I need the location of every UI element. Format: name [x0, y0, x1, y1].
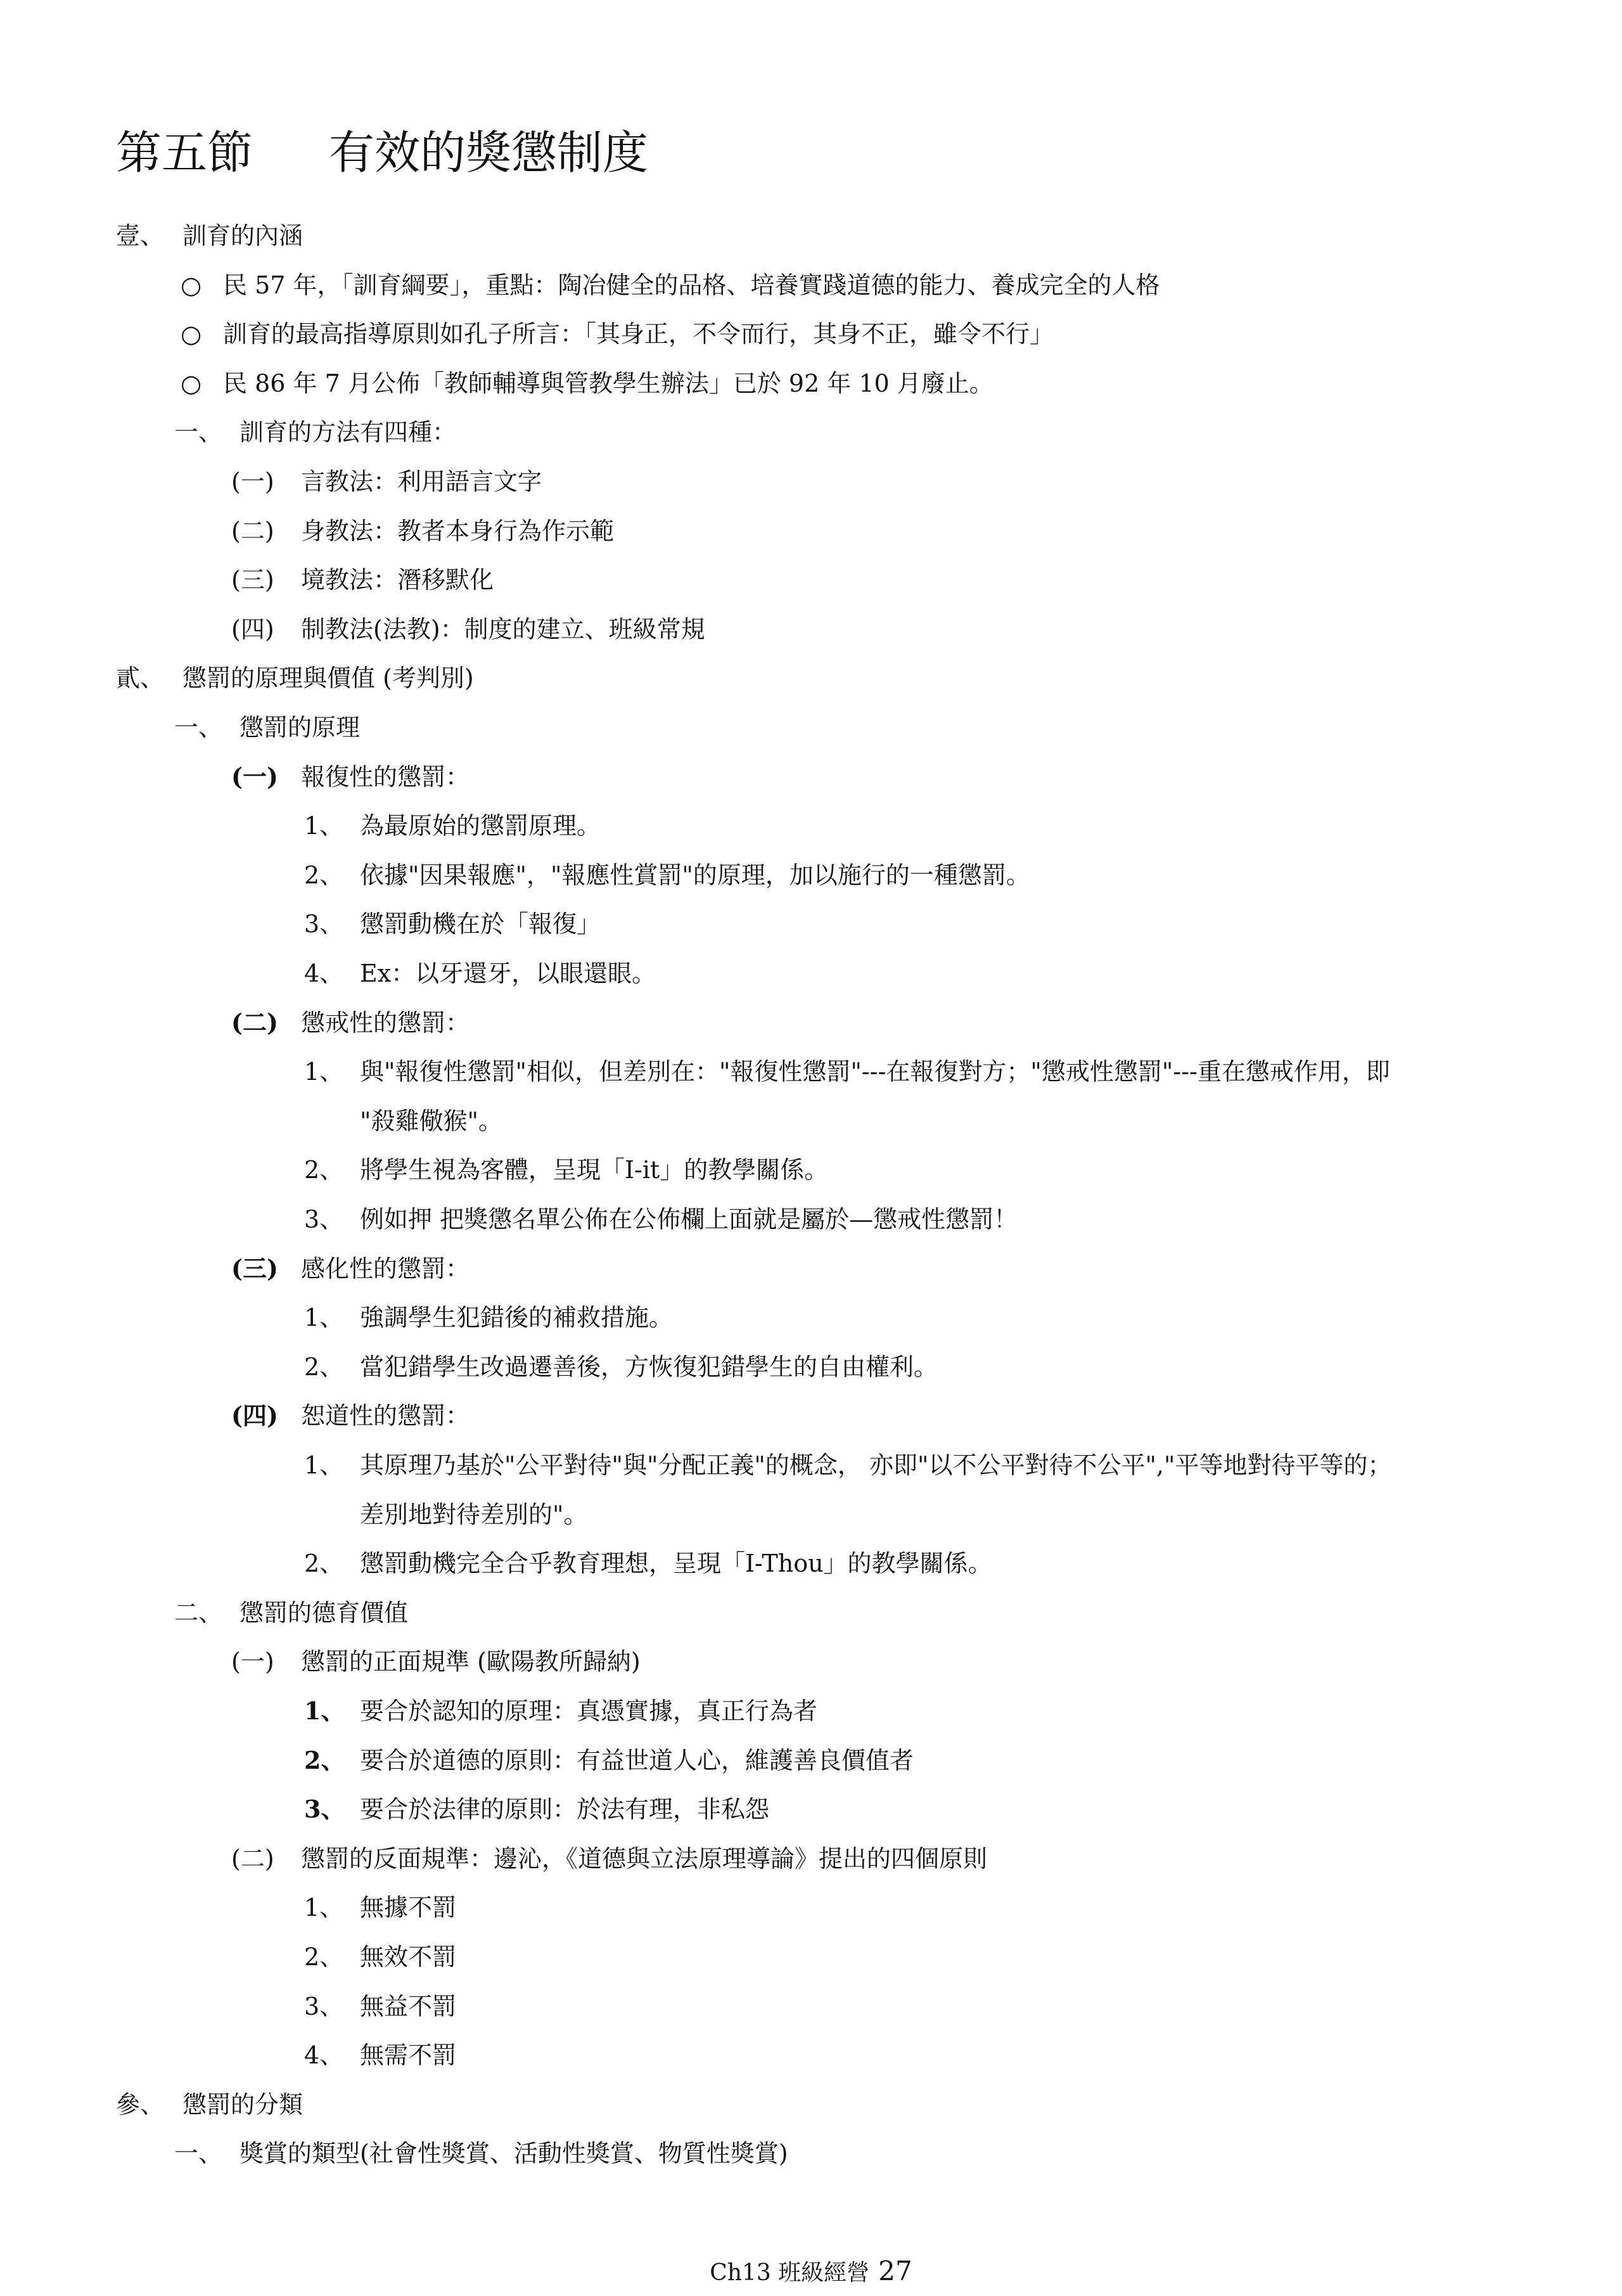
outline-marker: ○	[181, 320, 202, 349]
outline-marker: 1、	[304, 1058, 344, 1086]
outline-text: 民 86 年 7 月公佈「教師輔導與管教學生辦法」已於 92 年 10 月廢止。	[223, 369, 993, 397]
outline-marker: ○	[181, 369, 202, 397]
page-footer	[0, 2255, 1622, 2287]
outline-text: 制教法(法教)：制度的建立、班級常規	[301, 615, 705, 643]
outline-marker: 3、	[304, 1992, 344, 2020]
outline-marker: 2、	[304, 1943, 344, 1971]
outline-marker: 貳、	[116, 664, 165, 693]
outline-marker: 1、	[304, 1304, 344, 1332]
outline-marker: (一)	[231, 762, 278, 791]
outline-marker: 3、	[304, 1205, 344, 1233]
outline-text: 懲戒性的懲罰：	[301, 1008, 470, 1037]
outline-text: 獎賞的類型(社會性獎賞、活動性獎賞、物質性獎賞)	[239, 2139, 788, 2168]
outline-text: 要合於法律的原則：於法有理，非私怨	[360, 1795, 770, 1824]
outline-text: 懲罰動機完全合乎教育理想，呈現「I-Thou」的教學關係。	[360, 1549, 992, 1578]
outline-marker: 二、	[174, 1598, 223, 1627]
outline-text: 言教法：利用語言文字	[301, 468, 542, 496]
outline-text: 將學生視為客體，呈現「I-it」的教學關係。	[360, 1156, 829, 1184]
outline-text: 無需不罰	[360, 2041, 457, 2070]
outline-marker: (一)	[231, 468, 274, 496]
outline-text: 身教法：教者本身行為作示範	[301, 516, 615, 545]
outline-marker: (一)	[231, 1648, 274, 1676]
outline-marker: 2、	[304, 1549, 344, 1578]
outline-text: 懲罰的分類	[182, 2090, 303, 2119]
section-heading: 有效的獎懲制度	[329, 126, 649, 179]
outline-text: 懲罰的德育價值	[239, 1598, 409, 1627]
outline-text: 依據"因果報應"，"報應性賞罰"的原理，加以施行的一種懲罰。	[360, 861, 1030, 889]
outline-text: 境教法：潛移默化	[301, 566, 494, 594]
outline-text: 強調學生犯錯後的補救措施。	[360, 1304, 674, 1332]
outline-text: 民 57 年，「訓育綱要」，重點：陶冶健全的品格、培養實踐道德的能力、養成完全的人格	[223, 271, 1160, 299]
outline-marker: 2、	[304, 1156, 344, 1184]
outline-text: 懲罰的正面規準 (歐陽教所歸納)	[301, 1648, 641, 1676]
outline-text: 訓育的最高指導原則如孔子所言：「其身正，不令而行，其身不正，雖令不行」	[223, 320, 1054, 349]
outline-text: 無效不罰	[360, 1943, 457, 1971]
outline-marker: 4、	[304, 2041, 344, 2070]
outline-marker: 3、	[304, 910, 344, 939]
section-title	[116, 126, 649, 179]
outline-marker: (三)	[231, 566, 274, 594]
outline-text: 差別地對待差別的"。	[360, 1500, 588, 1529]
outline-text: 要合於認知的原理：真憑實據，真正行為者	[360, 1697, 818, 1725]
outline-text: 訓育的內涵	[182, 222, 303, 250]
outline-text: 無益不罰	[360, 1992, 457, 2020]
outline-marker: (二)	[231, 1844, 274, 1873]
outline-text: 與"報復性懲罰"相似，但差別在："報復性懲罰"---在報復對方；"懲戒性懲罰"---重在懲戒作用，即	[360, 1058, 1390, 1086]
outline-text: 無據不罰	[360, 1894, 457, 1922]
outline-marker: 1、	[304, 1451, 344, 1479]
outline-text: 例如押 把獎懲名單公佈在公佈欄上面就是屬於—懲戒性懲罰！	[360, 1205, 1018, 1233]
outline-text: Ex：以牙還牙，以眼還眼。	[360, 959, 656, 987]
outline-text: 要合於道德的原則：有益世道人心，維護善良價值者	[360, 1746, 914, 1774]
outline-marker: (二)	[231, 516, 274, 545]
outline-marker: 3、	[304, 1795, 345, 1824]
page-number: 27	[878, 2255, 912, 2286]
section-number: 第五節	[116, 126, 253, 179]
outline-text: 懲罰的原理與價值 (考判別)	[182, 664, 474, 693]
outline-text: 懲罰的反面規準：邊沁，《道德與立法原理導論》提出的四個原則	[301, 1844, 988, 1873]
outline-marker: (四)	[231, 615, 274, 643]
outline-marker: 2、	[304, 861, 344, 889]
outline-text: 當犯錯學生改過遷善後，方恢復犯錯學生的自由權利。	[360, 1352, 938, 1381]
outline-marker: 壹、	[116, 222, 165, 250]
outline-text: 報復性的懲罰：	[301, 762, 470, 791]
outline-marker: (三)	[231, 1254, 278, 1283]
outline-marker: 1、	[304, 1696, 345, 1725]
outline-marker: 1、	[304, 812, 344, 840]
outline-marker: 一、	[174, 2139, 223, 2168]
outline-marker: (四)	[231, 1401, 278, 1430]
outline-marker: 4、	[304, 959, 344, 987]
outline-marker: 一、	[174, 418, 223, 447]
outline-marker: 2、	[304, 1745, 345, 1774]
outline-text: 訓育的方法有四種：	[239, 418, 457, 447]
outline-text: "殺雞儆猴"。	[360, 1106, 502, 1135]
outline-marker: 2、	[304, 1352, 344, 1381]
outline-text: 感化性的懲罰：	[301, 1254, 470, 1283]
footer-chapter: Ch13 班級經營	[710, 2260, 870, 2286]
outline-text: 懲罰的原理	[239, 714, 361, 741]
outline-text: 為最原始的懲罰原理。	[360, 812, 601, 840]
outline-marker: 參、	[116, 2090, 165, 2119]
outline-marker: 1、	[304, 1894, 344, 1922]
outline-text: 懲罰動機在於「報復」	[360, 910, 601, 939]
outline-text: 恕道性的懲罰：	[301, 1402, 470, 1430]
outline-marker: ○	[181, 271, 202, 299]
outline-marker: (二)	[231, 1008, 278, 1037]
outline-text: 其原理乃基於"公平對待"與"分配正義"的概念， 亦即"以不公平對待不公平","平等地對待平等的；	[360, 1451, 1392, 1479]
outline-marker: 一、	[174, 714, 223, 741]
